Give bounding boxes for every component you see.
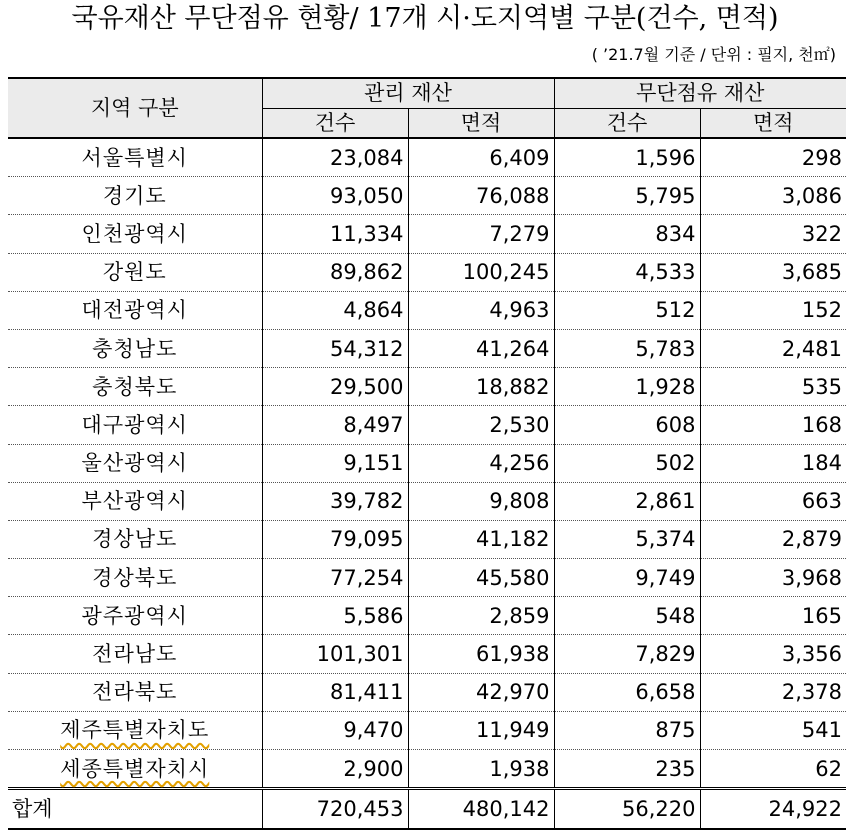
managed-area-cell: 41,182 — [408, 520, 554, 558]
unit-note: ( ’21.7월 기준 / 단위 : 필지, 천㎡) — [591, 45, 836, 64]
region-label: 광주광역시 — [81, 603, 188, 628]
table-row — [8, 215, 846, 253]
managed-area-cell: 9,808 — [408, 482, 554, 520]
region-cell — [8, 520, 262, 558]
occupied-area-cell: 184 — [700, 444, 846, 482]
region-label: 경기도 — [102, 183, 167, 208]
region-label: 충청남도 — [92, 336, 178, 361]
region-label: 경상남도 — [92, 527, 178, 552]
managed-area-cell: 76,088 — [408, 177, 554, 215]
table-row — [8, 559, 846, 597]
managed-area-cell: 1,938 — [408, 750, 554, 789]
region-cell — [8, 253, 262, 291]
region-label: 울산광역시 — [81, 451, 188, 476]
occupied-area-cell: 663 — [700, 482, 846, 520]
table-row — [8, 635, 846, 673]
table-row — [8, 177, 846, 215]
occupied-count-cell: 5,783 — [554, 329, 700, 367]
managed-count-cell: 54,312 — [262, 329, 408, 367]
region-label: 충청북도 — [92, 374, 178, 399]
table-row — [8, 673, 846, 711]
managed-count-cell: 89,862 — [262, 253, 408, 291]
region-label: 세종특별자치시 — [60, 756, 210, 781]
occupied-count-cell: 834 — [554, 215, 700, 253]
occupied-count-cell: 1,928 — [554, 368, 700, 406]
header-region: 지역 구분 — [8, 78, 262, 138]
managed-count-cell: 39,782 — [262, 482, 408, 520]
managed-area-cell: 4,256 — [408, 444, 554, 482]
header-occupied-count: 건수 — [554, 109, 700, 139]
table-row — [8, 406, 846, 444]
managed-count-cell: 4,864 — [262, 291, 408, 329]
region-label: 인천광역시 — [81, 221, 188, 246]
region-cell — [8, 635, 262, 673]
occupied-area-cell: 152 — [700, 291, 846, 329]
managed-area-cell: 100,245 — [408, 253, 554, 291]
managed-count-cell: 2,900 — [262, 750, 408, 789]
occupied-count-cell: 7,829 — [554, 635, 700, 673]
occupied-count-cell: 4,533 — [554, 253, 700, 291]
total-occupied-count: 56,220 — [554, 789, 700, 830]
region-label: 대구광역시 — [81, 412, 188, 437]
occupied-count-cell: 9,749 — [554, 559, 700, 597]
header-occupied-area: 면적 — [700, 109, 846, 139]
region-cell — [8, 750, 262, 789]
managed-count-cell: 29,500 — [262, 368, 408, 406]
managed-count-cell: 93,050 — [262, 177, 408, 215]
table-row — [8, 520, 846, 558]
managed-area-cell: 42,970 — [408, 673, 554, 711]
occupied-count-cell: 235 — [554, 750, 700, 789]
table-row — [8, 597, 846, 635]
managed-area-cell: 45,580 — [408, 559, 554, 597]
region-label: 전라남도 — [92, 642, 178, 667]
occupied-area-cell: 3,685 — [700, 253, 846, 291]
occupied-count-cell: 548 — [554, 597, 700, 635]
region-cell — [8, 215, 262, 253]
managed-count-cell: 79,095 — [262, 520, 408, 558]
occupied-count-cell: 502 — [554, 444, 700, 482]
region-cell — [8, 177, 262, 215]
managed-area-cell: 6,409 — [408, 138, 554, 177]
occupied-area-cell: 62 — [700, 750, 846, 789]
page-title: 국유재산 무단점유 현황/ 17개 시·도지역별 구분(건수, 면적) — [71, 3, 779, 34]
managed-count-cell: 11,334 — [262, 215, 408, 253]
managed-area-cell: 2,530 — [408, 406, 554, 444]
managed-area-cell: 4,963 — [408, 291, 554, 329]
occupied-area-cell: 165 — [700, 597, 846, 635]
managed-area-cell: 18,882 — [408, 368, 554, 406]
occupied-area-cell: 168 — [700, 406, 846, 444]
occupied-count-cell: 1,596 — [554, 138, 700, 177]
region-cell — [8, 711, 262, 749]
managed-area-cell: 61,938 — [408, 635, 554, 673]
header-occupied-property: 무단점유 재산 — [554, 78, 846, 109]
table-header — [8, 78, 846, 138]
region-cell — [8, 138, 262, 177]
region-label: 대전광역시 — [81, 298, 188, 323]
occupied-area-cell: 2,481 — [700, 329, 846, 367]
region-label: 제주특별자치도 — [60, 718, 210, 743]
managed-count-cell: 81,411 — [262, 673, 408, 711]
occupied-area-cell: 535 — [700, 368, 846, 406]
managed-count-cell: 23,084 — [262, 138, 408, 177]
occupied-area-cell: 3,968 — [700, 559, 846, 597]
table-row — [8, 291, 846, 329]
managed-area-cell: 11,949 — [408, 711, 554, 749]
table-row — [8, 444, 846, 482]
managed-area-cell: 2,859 — [408, 597, 554, 635]
region-label: 경상북도 — [92, 565, 178, 590]
table-footer — [8, 789, 846, 830]
region-cell — [8, 368, 262, 406]
total-label: 합계 — [8, 789, 262, 830]
total-occupied-area: 24,922 — [700, 789, 846, 830]
total-managed-count: 720,453 — [262, 789, 408, 830]
region-label: 서울특별시 — [81, 145, 188, 170]
managed-count-cell: 8,497 — [262, 406, 408, 444]
occupied-count-cell: 6,658 — [554, 673, 700, 711]
table-row — [8, 750, 846, 789]
region-label: 부산광역시 — [81, 489, 188, 514]
total-row — [8, 789, 846, 830]
managed-count-cell: 9,151 — [262, 444, 408, 482]
region-cell — [8, 482, 262, 520]
region-cell — [8, 329, 262, 367]
table-row — [8, 711, 846, 749]
table-row — [8, 482, 846, 520]
occupied-area-cell: 322 — [700, 215, 846, 253]
occupied-count-cell: 2,861 — [554, 482, 700, 520]
table-row — [8, 138, 846, 177]
managed-area-cell: 41,264 — [408, 329, 554, 367]
total-managed-area: 480,142 — [408, 789, 554, 830]
region-label: 강원도 — [102, 260, 167, 285]
managed-count-cell: 5,586 — [262, 597, 408, 635]
occupied-count-cell: 608 — [554, 406, 700, 444]
occupied-area-cell: 2,879 — [700, 520, 846, 558]
table-body — [8, 138, 846, 789]
managed-count-cell: 9,470 — [262, 711, 408, 749]
occupied-count-cell: 5,795 — [554, 177, 700, 215]
region-cell — [8, 559, 262, 597]
managed-count-cell: 77,254 — [262, 559, 408, 597]
table-row — [8, 368, 846, 406]
occupied-count-cell: 875 — [554, 711, 700, 749]
table-row — [8, 329, 846, 367]
occupied-area-cell: 3,086 — [700, 177, 846, 215]
region-cell — [8, 444, 262, 482]
table-row — [8, 253, 846, 291]
occupied-area-cell: 298 — [700, 138, 846, 177]
occupied-area-cell: 2,378 — [700, 673, 846, 711]
region-label: 전라북도 — [92, 680, 178, 705]
header-managed-area: 면적 — [408, 109, 554, 139]
occupied-count-cell: 5,374 — [554, 520, 700, 558]
managed-count-cell: 101,301 — [262, 635, 408, 673]
region-cell — [8, 673, 262, 711]
occupancy-table — [8, 77, 846, 830]
occupied-area-cell: 541 — [700, 711, 846, 749]
header-managed-property: 관리 재산 — [262, 78, 554, 109]
region-cell — [8, 291, 262, 329]
occupied-area-cell: 3,356 — [700, 635, 846, 673]
region-cell — [8, 597, 262, 635]
header-managed-count: 건수 — [262, 109, 408, 139]
managed-area-cell: 7,279 — [408, 215, 554, 253]
region-cell — [8, 406, 262, 444]
occupied-count-cell: 512 — [554, 291, 700, 329]
